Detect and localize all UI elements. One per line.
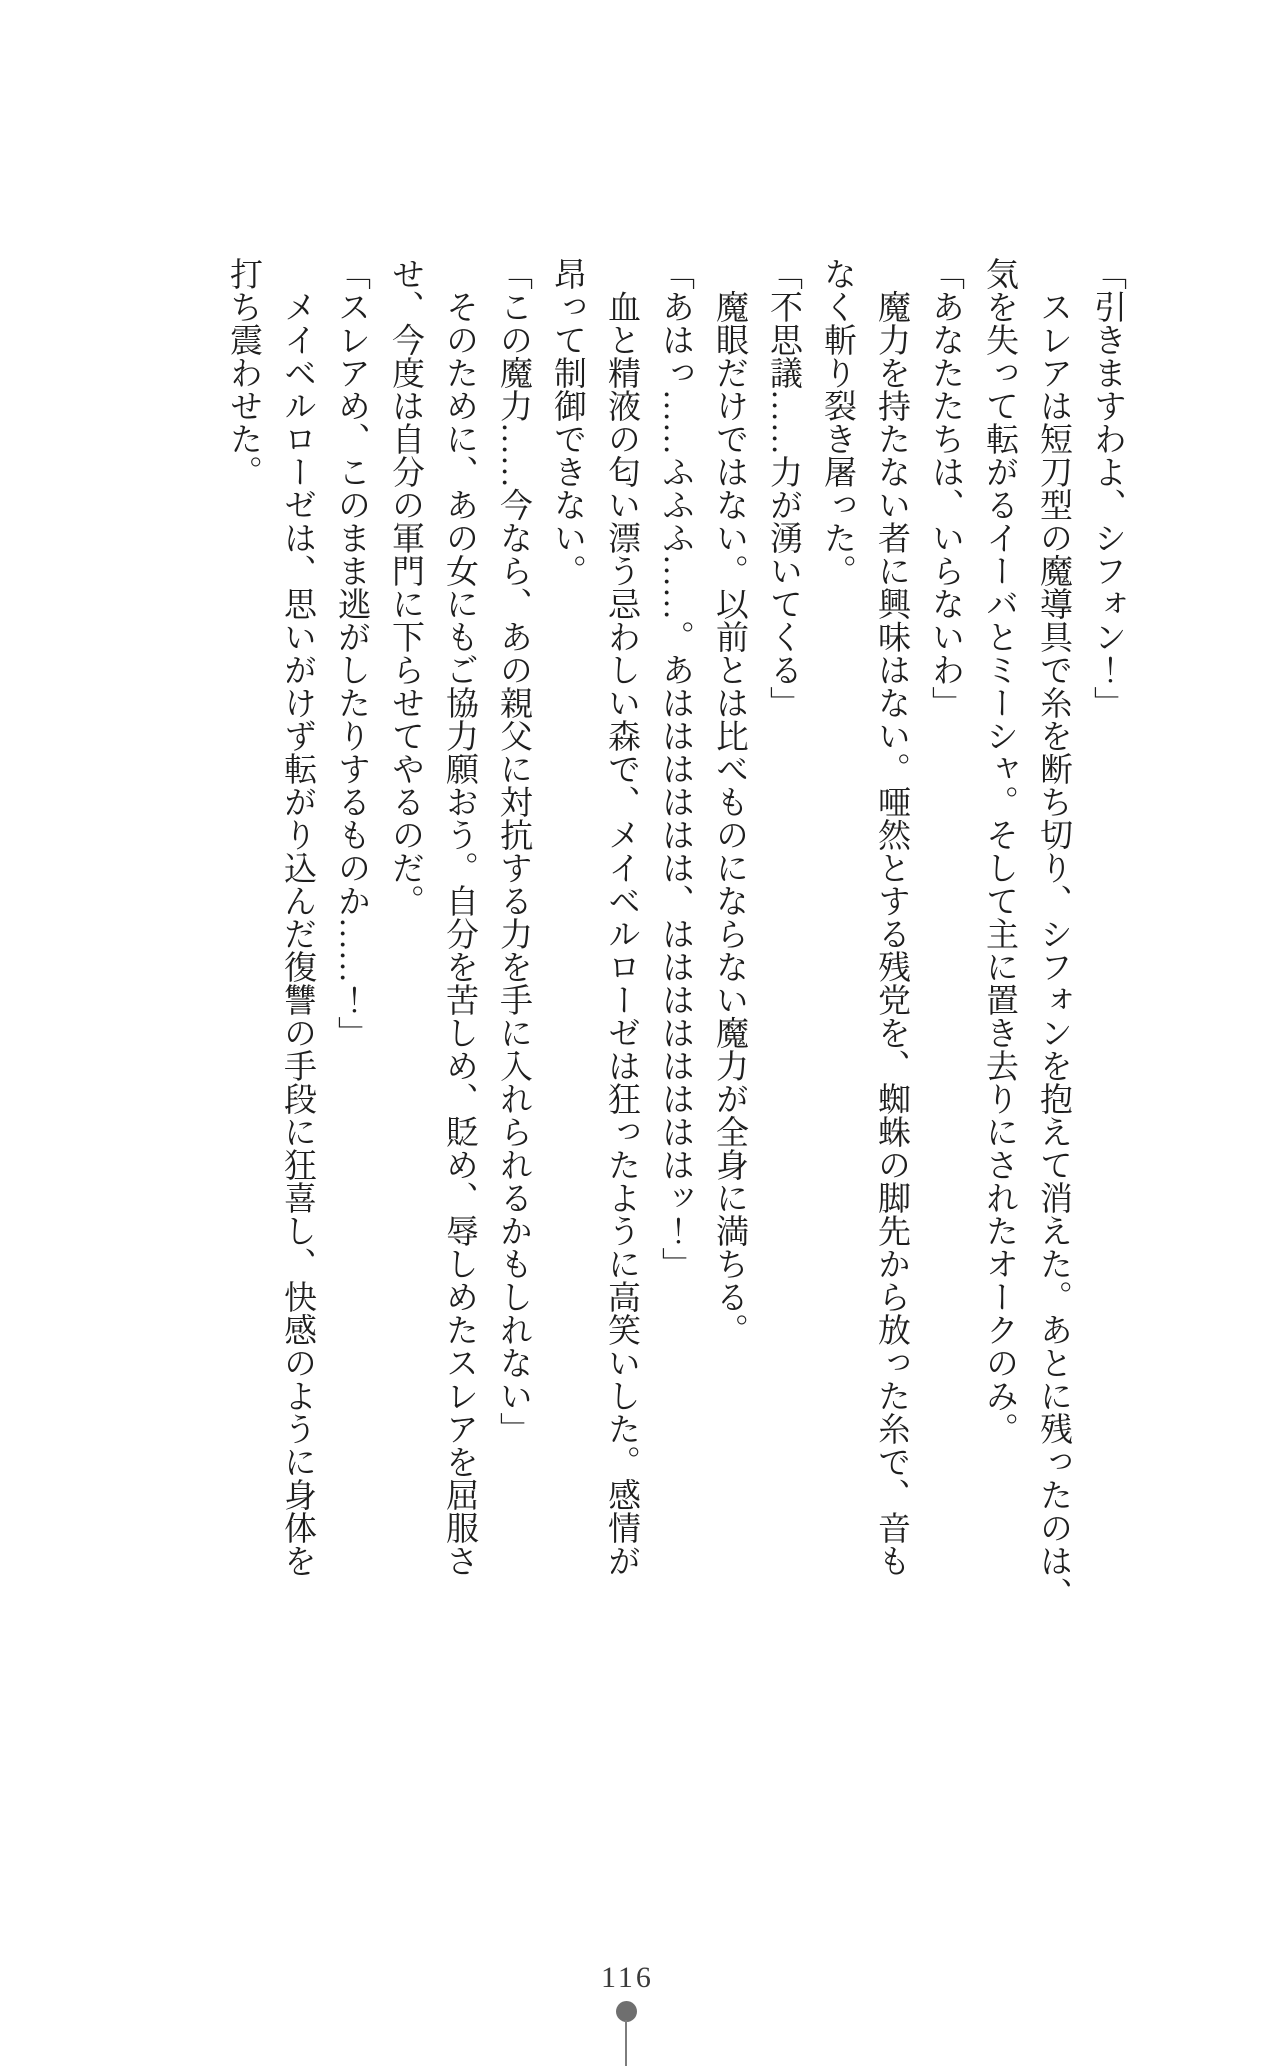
text-column: メイベルローゼは、思いがけず転がり込んだ復讐の手段に狂喜し、快感のように身体を <box>279 290 315 1577</box>
text-column: 「この魔力……今なら、あの親父に対抗する力を手に入れられるかもしれない」 <box>495 257 531 1445</box>
body-text <box>216 257 1134 1657</box>
text-column: 「スレアめ、このまま逃がしたりするものか……！」 <box>333 257 369 1049</box>
text-column: 「引きますわよ、シフォン！」 <box>1089 257 1125 719</box>
text-column: 打ち震わせた。 <box>225 257 261 488</box>
text-column: そのために、あの女にもご協力願おう。自分を苦しめ、貶め、辱しめたスレアを屈服さ <box>441 290 477 1577</box>
text-column: 「あなたたちは、いらないわ」 <box>927 257 963 719</box>
text-column: せ、今度は自分の軍門に下らせてやるのだ。 <box>387 257 423 917</box>
text-column: 魔眼だけではない。以前とは比べものにならない魔力が全身に満ちる。 <box>711 290 747 1346</box>
text-column: 血と精液の匂い漂う忌わしい森で、メイベルローゼは狂ったように高笑いした。感情が <box>603 290 639 1577</box>
text-column: 昂って制御できない。 <box>549 257 585 587</box>
page-number: 116 <box>601 1961 654 1994</box>
text-column: 魔力を持たない者に興味はない。唖然とする残党を、蜘蛛の脚先から放った糸で、音も <box>873 290 909 1577</box>
text-column: 「不思議……力が湧いてくる」 <box>765 257 801 719</box>
text-column: 気を失って転がるイーバとミーシャ。そして主に置き去りにされたオークのみ。 <box>981 257 1017 1445</box>
text-column: スレアは短刀型の魔導具で糸を断ち切り、シフォンを抱えて消えた。あとに残ったのは、 <box>1035 290 1071 1610</box>
text-column: なく斬り裂き屠った。 <box>819 257 855 587</box>
footer-dot-icon <box>616 2001 637 2022</box>
text-column: 「あはっ……ふふふ……。あはははははは、ははははははははッ！」 <box>657 257 693 1280</box>
footer-line <box>625 2020 627 2066</box>
